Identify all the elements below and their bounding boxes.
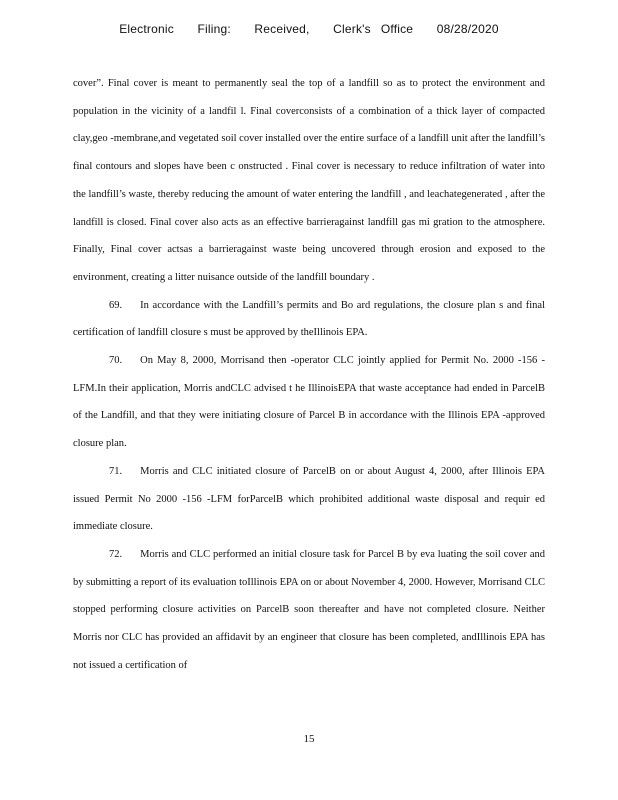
header-filing: Filing: (197, 22, 231, 36)
document-body (73, 70, 545, 679)
paragraph-text: In accordance with the Landfill’s permits and Bo ard regulations, the closure plan s and final certification of landfill closure s must be approved by theIllinois EPA. (73, 299, 545, 339)
paragraph-72 (73, 541, 545, 680)
paragraph-number: 71. (109, 465, 123, 477)
paragraph-number: 72. (109, 548, 123, 560)
header-received: Received, (254, 22, 310, 36)
paragraph-70 (73, 347, 545, 458)
paragraph-71 (73, 458, 545, 541)
paragraph-text: On May 8, 2000, Morrisand then -operator CLC jointly applied for Permit No. 2000 -156 -LFM.In their application, Morris andCLC advised t he IllinoisEPA that waste acceptance had ended in ParcelB of the Landfill, and that they were initiating closure of Parcel B in accordance with the Illinois EPA -approved closure plan. (73, 355, 545, 450)
header-clerks: Clerk's (333, 22, 371, 36)
paragraph-continuation (73, 70, 545, 292)
paragraph-text: Morris and CLC performed an initial closure task for Parcel B by eva luating the soil cover and by submitting a report of its evaluation toIllinois EPA on or about November 4, 2000. However, Morrisand CLC stopped performing closure activities on ParcelB soon thereafter and have not completed closure. Neither Morris nor CLC has provided an affidavit by an engineer that closure has been completed, andIllinois EPA has not issued a certification of (73, 548, 545, 671)
paragraph-text: Morris and CLC initiated closure of ParcelB on or about August 4, 2000, after Illinois EPA issued Permit No 2000 -156 -LFM forParcelB which prohibited additional waste disposal and requir ed immediate closure. (73, 465, 545, 533)
header-electronic: Electronic (119, 22, 174, 36)
paragraph-number: 70. (109, 355, 123, 367)
paragraph-text: cover”. Final cover is meant to permanently seal the top of a landfill so as to protect the environment and population in the vicinity of a landfil l. Final coverconsists of a combination of a thick layer of compacted clay,geo -membrane,and vegetated soil cover installed over the entire surface of a landfill unit after the landfill’s final contours and slopes have been c onstructed . Final cover is necessary to reduce infiltration of water into the landfill’s waste, thereby reducing the amount of water entering the landfill , and leachategenerated , after the landfill is closed. Final cover also acts as an effective barrieragainst landfill gas mi gration to the atmosphere. Finally, Final cover actsas a barrieragainst waste being uncovered through erosion and exposed to the environment, creating a litter nuisance outside of the landfill boundary . (73, 78, 545, 283)
filing-stamp-header (0, 22, 618, 36)
header-office: Office (380, 22, 414, 36)
paragraph-number: 69. (109, 299, 123, 311)
paragraph-69 (73, 292, 545, 347)
page-number: 15 (303, 733, 315, 745)
header-date: 08/28/2020 (436, 22, 499, 36)
